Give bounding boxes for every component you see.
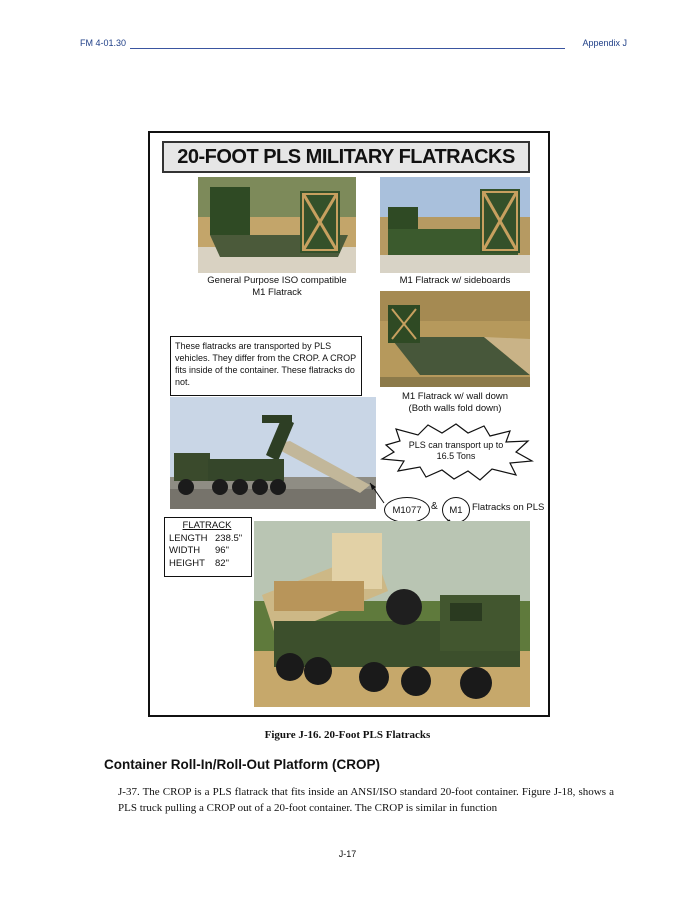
spec-key: HEIGHT	[169, 557, 205, 569]
body-paragraph: J-37. The CROP is a PLS flatrack that fits inside an ANSI/ISO standard 20-foot container. Figure J-18, shows a PLS truck pulling a CROP out of a 20-foot container. The CROP is similar in function	[118, 786, 614, 814]
spec-key: LENGTH	[169, 532, 208, 544]
flatrack-spec-box	[164, 517, 252, 577]
spec-value: 238.5"	[215, 532, 243, 544]
amp-label: &	[431, 501, 438, 512]
section-heading: Container Roll-In/Roll-Out Platform (CROP)	[104, 757, 380, 772]
caption-flatrack-sideboards: M1 Flatrack w/ sideboards	[399, 275, 511, 286]
page-number: J-17	[338, 849, 357, 859]
running-header-left: FM 4-01.30	[80, 38, 127, 48]
caption-gp-line2: M1 Flatrack	[252, 287, 302, 298]
flatracks-on-pls-label: Flatracks on PLS	[472, 502, 545, 513]
header-rule	[130, 48, 565, 49]
spec-value: 96"	[215, 545, 229, 556]
photo-pls-truck-loaded	[254, 521, 530, 707]
capacity-line1: PLS can transport up to	[408, 440, 504, 450]
spec-row	[169, 558, 247, 571]
oval-m1077: M1077	[384, 497, 430, 523]
spec-value: 82"	[215, 557, 229, 569]
spec-title: FLATRACK	[182, 520, 232, 531]
running-header-right: Appendix J	[582, 38, 627, 48]
spec-row	[169, 533, 247, 546]
caption-gp-line1: General Purpose ISO compatible	[207, 275, 347, 286]
figure-frame	[148, 131, 550, 717]
oval-m1: M1	[442, 497, 470, 523]
capacity-line2: 16.5 Tons	[436, 451, 476, 461]
spec-key: WIDTH	[169, 545, 201, 556]
figure-caption: Figure J-16. 20-Foot PLS Flatracks	[264, 729, 431, 741]
caption-wall-down-line1: M1 Flatrack w/ wall down	[401, 391, 509, 402]
note-box: These flatracks are transported by PLS vehicles. They differ from the CROP. A CROP fits inside of the container. These flatracks do not.	[170, 336, 362, 396]
caption-wall-down-line2: (Both walls fold down)	[408, 403, 502, 414]
spec-row	[169, 545, 247, 558]
figure-banner-title: 20-FOOT PLS MILITARY FLATRACKS	[162, 141, 530, 173]
